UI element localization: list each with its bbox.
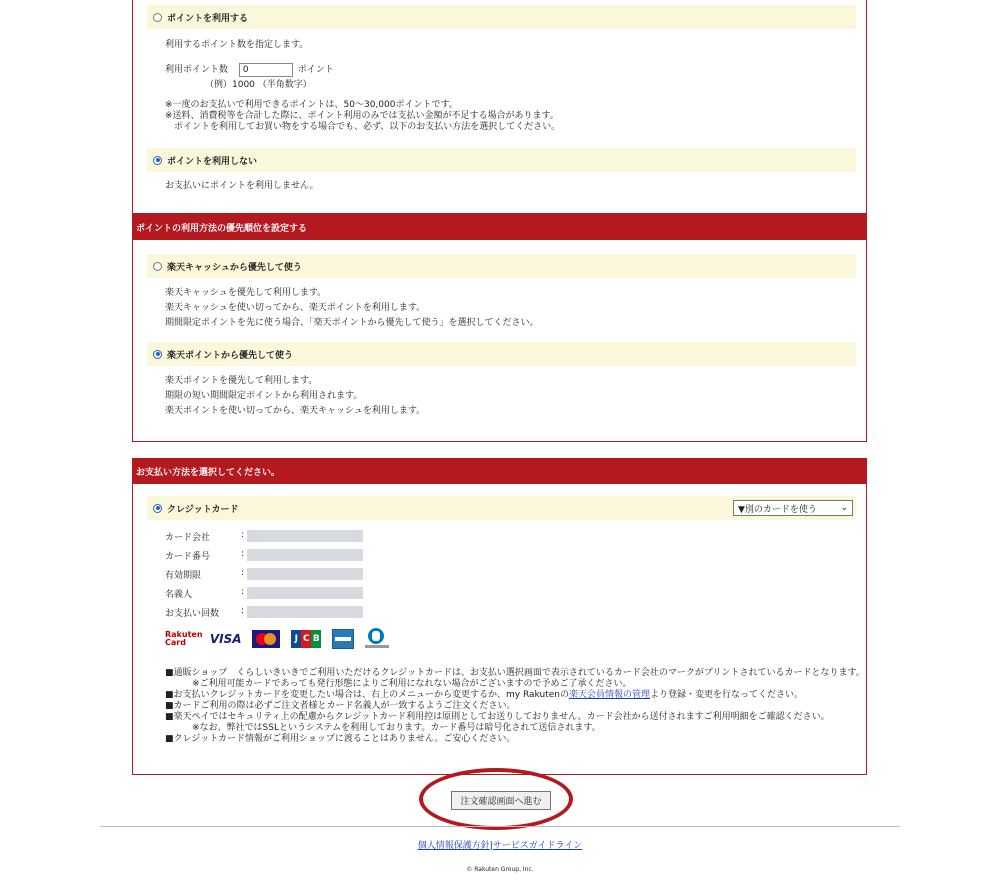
points-instruction: 利用するポイント数を指定します。 [165, 40, 309, 50]
payment-note-4: ■楽天ペイではセキュリティ上の配慮からクレジットカード利用控は原則としてお送りしておりません。カード会社から送付されますご利用明細をご確認ください。 [165, 712, 830, 722]
priority-panel [132, 240, 867, 442]
copyright: © Rakuten Group, Inc. [466, 866, 534, 873]
no-points-label: ポイントを利用しない [167, 156, 258, 167]
point-first-radio[interactable] [153, 350, 162, 359]
amex-logo [332, 629, 354, 649]
visa-logo: VISA [209, 632, 242, 646]
use-points-label: ポイントを利用する [167, 13, 249, 24]
payment-note-3: ■カードご利用の際は必ずご注文者様とカード名義人が一致するようご注文ください。 [165, 701, 516, 711]
colon: : [241, 530, 245, 540]
chevron-down-icon: ⌄ [840, 503, 848, 513]
installments-value [247, 606, 363, 618]
use-points-radio[interactable] [153, 13, 162, 22]
credit-card-label: クレジットカード [167, 504, 239, 515]
points-amount-row [165, 62, 334, 78]
priority-header: ポイントの利用方法の優先順位を設定する [132, 214, 867, 240]
card-expiry-label: 有効期限 [165, 571, 202, 581]
point-first-option[interactable] [147, 342, 856, 366]
change-text-pre: ■お支払いクレジットカードを変更したい場合は、右上のメニューから変更するか、my Rakutenの [165, 690, 569, 700]
service-guide-link[interactable]: サービスガイドライン [492, 841, 583, 851]
payment-panel [132, 484, 867, 775]
footer-links [0, 838, 1000, 851]
payment-note-1: ■通販ショップ くらしいきいきでご利用いただけるクレジットカードは、お支払い選択画面で表示されているカード会社のマークがプリントされているカードとなります。 [165, 668, 865, 678]
card-brands [165, 628, 397, 654]
card-company-label: カード会社 [165, 533, 211, 543]
point-first-label: 楽天ポイントから優先して使う [167, 350, 294, 361]
mastercard-logo [252, 630, 280, 648]
colon: : [241, 568, 245, 578]
points-amount-label: 利用ポイント数 [165, 65, 229, 75]
card-holder-label: 名義人 [165, 590, 193, 600]
no-points-desc: お支払いにポイントを利用しません。 [165, 181, 319, 191]
cash-first-radio[interactable] [153, 262, 162, 271]
footer-separator: | [489, 841, 493, 851]
point-desc-2: 期限の短い期間限定ポイントから利用されます。 [165, 391, 363, 401]
colon: : [241, 606, 245, 616]
cash-first-label: 楽天キャッシュから優先して使う [167, 262, 302, 273]
card-number-value [247, 549, 363, 561]
credit-card-radio[interactable] [153, 504, 162, 513]
cash-desc-2: 楽天キャッシュを使い切ってから、楽天ポイントを利用します。 [165, 303, 426, 313]
no-points-option[interactable] [147, 148, 856, 172]
cash-desc-1: 楽天キャッシュを優先して利用します。 [165, 288, 327, 298]
card-select-value: ▼別のカードを使う [738, 504, 817, 515]
jcb-logo: J C B [291, 630, 321, 648]
points-note-3: ポイントを利用してお買い物をする場合でも、必ず、以下のお支払い方法を選択してください。 [165, 122, 561, 132]
payment-header: お支払い方法を選択してください。 [132, 458, 867, 484]
card-expiry-value [247, 568, 363, 580]
no-points-radio[interactable] [153, 156, 162, 165]
payment-note-change [165, 690, 803, 701]
points-panel [132, 0, 867, 214]
point-desc-1: 楽天ポイントを優先して利用します。 [165, 376, 318, 386]
use-points-option[interactable] [147, 5, 856, 29]
point-desc-3: 楽天ポイントを使い切ってから、楽天キャッシュを利用します。 [165, 406, 426, 416]
privacy-policy-link[interactable]: 個人情報保護方針 [417, 841, 490, 851]
payment-note-6: ■クレジットカード情報がご利用ショップに渡ることはありません。ご安心ください。 [165, 734, 516, 744]
cash-desc-3: 期間限定ポイントを先に使う場合、「楽天ポイントから優先して使う」を選択してください。 [165, 318, 539, 328]
footer-divider [100, 826, 900, 827]
points-note-1: ※一度のお支払いで利用できるポイントは、50～30,000ポイントです。 [165, 100, 458, 110]
change-text-post: より登録・変更を行なってください。 [649, 690, 803, 700]
cash-first-option[interactable] [147, 254, 856, 278]
member-info-link[interactable]: 楽天会員情報の管理 [568, 690, 650, 700]
points-amount-input[interactable]: 0 [239, 63, 293, 77]
card-company-value [247, 530, 363, 542]
payment-note-2: ※ご利用可能カードであっても発行形態によりご利用になれない場合がございますので予めご了承ください。 [165, 679, 632, 689]
proceed-to-confirm-button[interactable]: 注文確認画面へ進む [451, 791, 551, 810]
points-example: （例）1000 （半角数字） [205, 80, 312, 90]
rakuten-card-logo: Rakuten Card [165, 630, 203, 647]
card-select[interactable] [733, 500, 853, 516]
card-number-label: カード番号 [165, 552, 211, 562]
payment-note-5: ※なお、弊社ではSSLというシステムを利用しております。カード番号は暗号化されて送信されます。 [165, 723, 601, 733]
points-unit: ポイント [297, 65, 334, 75]
colon: : [241, 549, 245, 559]
installments-label: お支払い回数 [165, 609, 220, 619]
colon: : [241, 587, 245, 597]
points-note-2: ※送料、消費税等を合計した際に、ポイント利用のみでは支払い金額が不足する場合があります。 [165, 111, 559, 121]
card-holder-value [247, 587, 363, 599]
diners-logo [365, 628, 389, 650]
